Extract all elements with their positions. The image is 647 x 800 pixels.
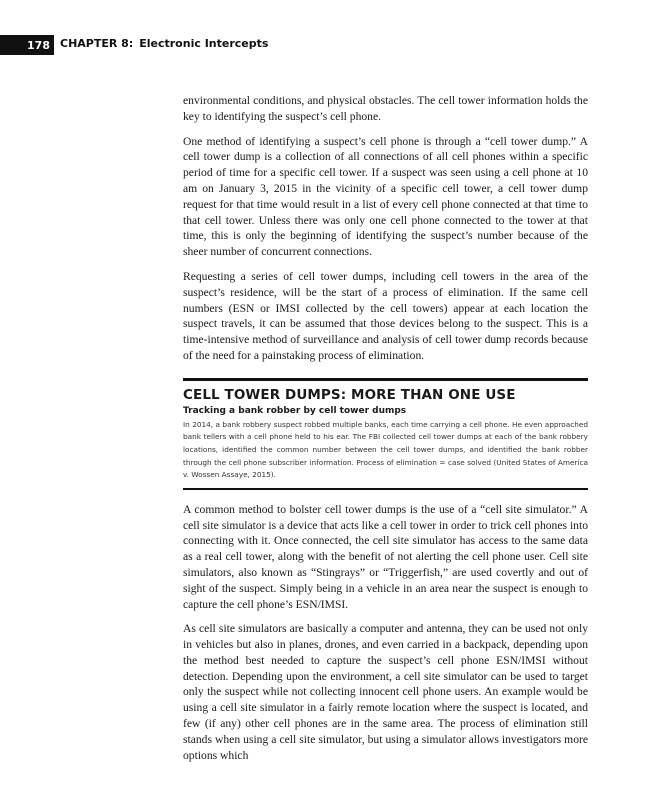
sidebar-box (183, 378, 588, 490)
chapter-title: Electronic Intercepts (139, 37, 269, 50)
page-number-tab (0, 35, 54, 55)
sidebar-subtitle: Tracking a bank robber by cell tower dumps (183, 405, 407, 416)
sidebar-title: CELL TOWER DUMPS: MORE THAN ONE USE (183, 386, 516, 403)
main-content (183, 93, 588, 772)
paragraph: As cell site simulators are basically a computer and antenna, they can be used not only in vehicles but also in planes, drones, and even carried in a backpack, depending upon the method best needed to capture the suspect’s cell phone ESN/IMSI without detection. Depending upon the environment, a cell site simulator can be used to target only the suspect while not collecting innocent cell phone users. An example would be using a cell site simulator in a fairly remote location where the suspect is located, and few (if any) other cell phones are in the same area. The process of elimination still stands when using a cell site simulator, but using a simulator allows investigators more options which (183, 622, 588, 762)
paragraph: A common method to bolster cell tower dumps is the use of a “cell site simulator.” A cell site simulator is a device that acts like a cell tower in order to trick cell phones into connecting with it. Once connected, the cell site simulator has access to the same data as a real cell tower, along with the benefit of not alerting the cell phone user. Cell site simulators, also known as “Stingrays” or “Triggerfish,” are used covertly and out of sight of the suspect. Simply being in a vehicle in an area near the suspect is enough to capture the cell phone’s ESN/IMSI. (183, 502, 588, 611)
chapter-label: CHAPTER 8: (60, 37, 134, 50)
paragraph: Requesting a series of cell tower dumps, including cell towers in the area of the suspect’s residence, will be the start of a process of elimination. If the same cell numbers (ESN or IMSI collected by the cell towers) appear at each location the suspect travels, it can be assumed that those devices belong to the suspect. This is a time-intensive method of surveillance and analysis of cell tower dump records because of the need for a painstaking process of elimination. (183, 269, 588, 362)
paragraph: environmental conditions, and physical obstacles. The cell tower information holds the key to identifying the suspect’s cell phone. (183, 94, 588, 123)
page-number: 178 (27, 38, 50, 52)
paragraph: One method of identifying a suspect’s cell phone is through a “cell tower dump.” A cell tower dump is a collection of all connections of all cell phones within a specific period of time for a specific cell tower. If a suspect was seen using a cell phone at 10 am on January 3, 2015 in the vicinity of a specific cell tower, a cell tower dump request for that time would result in a list of every cell phone connected at that time to that cell tower. Unless there was only one cell phone connected to the tower at that time, this is only the beginning of identifying the suspect’s number because of the sheer number of concurrent connections. (183, 134, 588, 259)
running-header (60, 37, 268, 50)
sidebar-body: In 2014, a bank robbery suspect robbed multiple banks, each time carrying a cell phone. He even approached bank tellers with a cell phone held to his ear. The FBI collected cell tower dumps at each of the bank robbery locations, identified the common number between the cell tower dumps, and identified the bank robber through the cell phone subscriber information. Process of elimination = case solved (United States of America v. Wossen Assaye, 2015). (183, 419, 588, 480)
